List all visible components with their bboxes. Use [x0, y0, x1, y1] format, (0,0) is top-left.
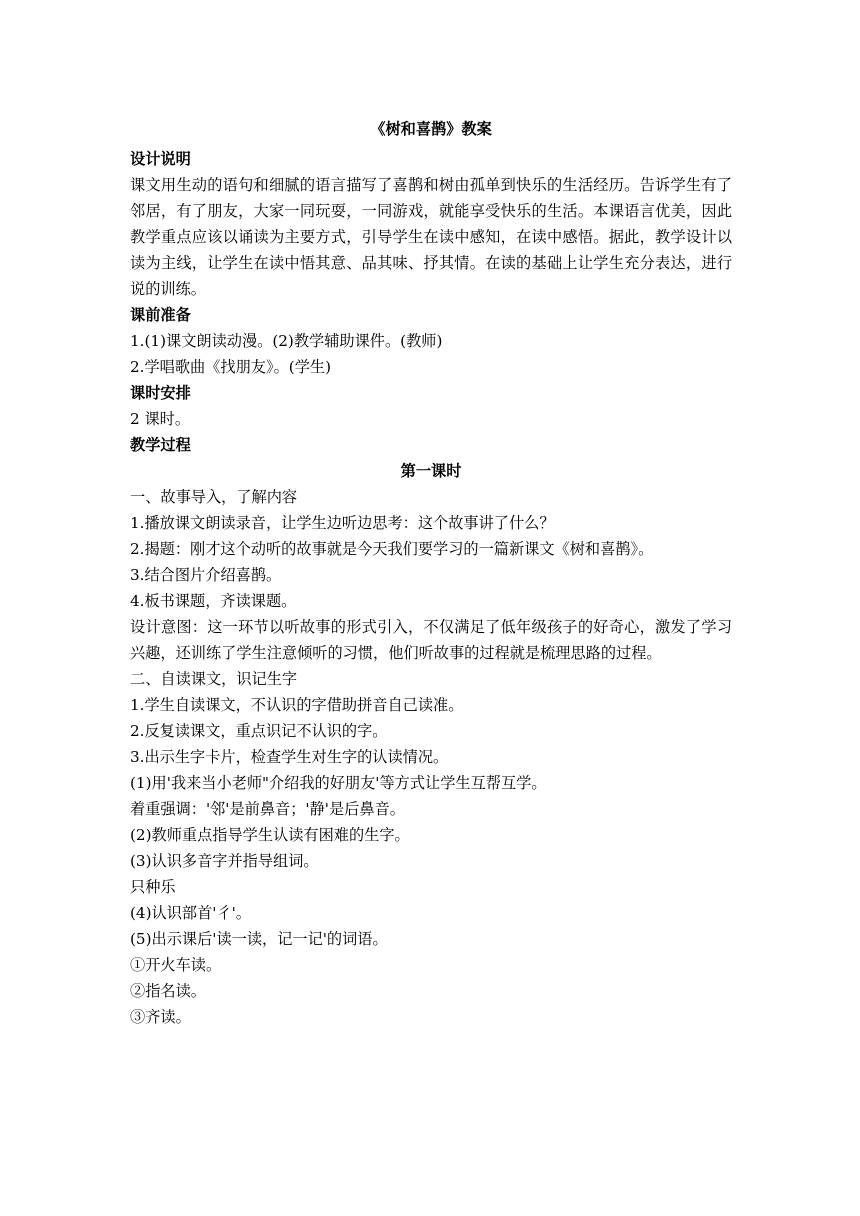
part2-item: (1)用'我来当小老师"介绍我的好朋友'等方式让学生互帮互学。: [130, 774, 547, 792]
part1-item: 4.板书课题，齐读课题。: [130, 592, 297, 610]
part1-item: 2.揭题：刚才这个动听的故事就是今天我们要学习的一篇新课文《树和喜鹊》。: [130, 540, 654, 558]
design-note-heading: 设计说明: [130, 150, 191, 168]
part2-heading: 二、自读课文，识记生字: [130, 670, 298, 688]
lesson-title: 第一课时: [400, 462, 462, 480]
process-heading: 教学过程: [130, 436, 191, 454]
part1-intent-paragraph: 设计意图：这一环节以听故事的形式引入，不仅满足了低年级孩子的好奇心，激发了学习兴趣，还训练了学生注意倾听的习惯，他们听故事的过程就是梳理思路的过程。: [130, 618, 732, 662]
schedule-text: 2 课时。: [130, 410, 191, 428]
part2-item: 1.学生自读课文，不认识的字借助拼音自己读准。: [130, 696, 464, 714]
document-page: [130, 116, 732, 1030]
part2-item: 2.反复读课文，重点识记不认识的字。: [130, 722, 388, 740]
preparation-item: 2.学唱歌曲《找朋友》。(学生): [130, 358, 331, 376]
document-title: 《树和喜鹊》教案: [370, 120, 492, 138]
part2-item: ②指名读。: [130, 982, 206, 1000]
part1-heading: 一、故事导入，了解内容: [130, 488, 298, 506]
part2-item: (5)出示课后'读一读，记一记'的词语。: [130, 930, 388, 948]
part1-item: 3.结合图片介绍喜鹊。: [130, 566, 282, 584]
part2-item: 着重强调：'邻'是前鼻音；'静'是后鼻音。: [130, 800, 405, 818]
part2-item: (3)认识多音字并指导组词。: [130, 852, 319, 870]
part2-item: 3.出示生字卡片，检查学生对生字的认读情况。: [130, 748, 449, 766]
design-note-paragraph: 课文用生动的语句和细腻的语言描写了喜鹊和树由孤单到快乐的生活经历。告诉学生有了邻居，有了朋友，大家一同玩耍，一同游戏，就能享受快乐的生活。本课语言优美，因此教学重点应该以诵读为主要方式，引导学生在读中感知，在读中感悟。据此，教学设计以读为主线，让学生在读中悟其意、品其味、抒其情。在读的基础上让学生充分表达，进行说的训练。: [130, 176, 732, 298]
part2-item: 只种乐: [130, 878, 176, 896]
schedule-heading: 课时安排: [130, 384, 191, 402]
part2-item: (2)教师重点指导学生认读有困难的生字。: [130, 826, 410, 844]
part2-item: ③齐读。: [130, 1008, 191, 1026]
part2-item: ①开火车读。: [130, 956, 222, 974]
part1-item: 1.播放课文朗读录音，让学生边听边思考：这个故事讲了什么？: [130, 514, 555, 532]
preparation-heading: 课前准备: [130, 306, 191, 324]
part2-item: (4)认识部首'彳'。: [130, 904, 251, 922]
preparation-item: 1.(1)课文朗读动漫。(2)教学辅助课件。(教师): [130, 332, 443, 350]
